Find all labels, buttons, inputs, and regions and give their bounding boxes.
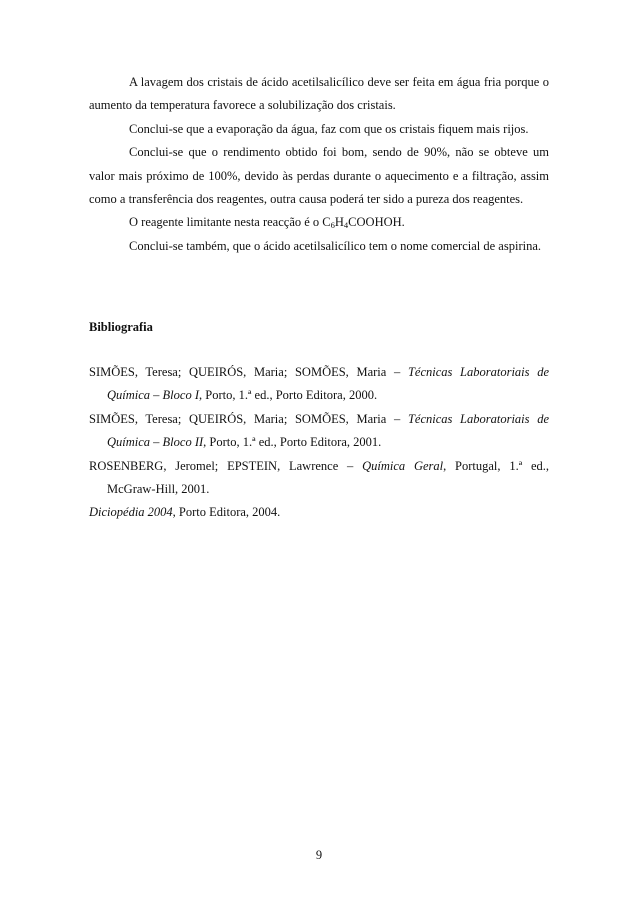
reference-authors: SIMÕES, Teresa; QUEIRÓS, Maria; SOMÕES, Maria – (89, 365, 408, 379)
reference-item (89, 455, 549, 502)
conclusion-section (89, 71, 549, 258)
reference-item (89, 408, 549, 455)
reference-item (89, 501, 549, 524)
reference-authors: SIMÕES, Teresa; QUEIRÓS, Maria; SOMÕES, Maria – (89, 411, 408, 426)
paragraph-yield: Conclui-se que o rendimento obtido foi bom, sendo de 90%, não se obteve um valor mais próximo de 100%, devido às perdas durante o aquecimento e a filtração, assim como a transferência dos reagentes, outra causa poderá ter sido a pureza dos reagentes. (89, 145, 549, 207)
reference-title: Diciopédia 2004 (89, 505, 173, 520)
reagent-subscript-h: 4 (343, 220, 349, 231)
reference-title: Técnicas Laboratoriais de Química – Bloco I (107, 365, 549, 403)
paragraph-washing: A lavagem dos cristais de ácido acetilsalicílico deve ser feita em água fria porque o aumento da temperatura favorece a solubilização dos cristais. (89, 75, 549, 113)
reagent-subscript-c: 6 (330, 220, 335, 231)
reference-item (89, 361, 549, 408)
reference-details: , Porto, 1.ª ed., Porto Editora, 2001. (203, 435, 382, 450)
paragraph-evaporation: Conclui-se que a evaporação da água, faz com que os cristais fiquem mais rijos. (129, 121, 529, 136)
reagent-prefix: O reagente limitante nesta reacção é o C (129, 215, 331, 230)
reference-authors: ROSENBERG, Jeromel; EPSTEIN, Lawrence – (89, 458, 363, 473)
paragraph-aspirin: Conclui-se também, que o ácido acetilsalicílico tem o nome comercial de aspirina. (129, 238, 542, 253)
reagent-suffix: COOHOH. (348, 215, 405, 230)
reference-details: , Portugal, 1.ª ed., McGraw-Hill, 2001. (107, 458, 549, 497)
reference-title: Química Geral (362, 458, 444, 473)
reference-details: , Porto Editora, 2004. (172, 505, 281, 520)
paragraph-limiting-reagent (89, 211, 549, 234)
bibliography-list (89, 361, 549, 525)
page-number: 9 (315, 848, 323, 862)
reference-title: Técnicas Laboratoriais de Química – Bloco II (107, 411, 549, 450)
reagent-mid: H (334, 215, 344, 230)
reference-details: , Porto, 1.ª ed., Porto Editora, 2000. (199, 388, 378, 403)
bibliography-heading: Bibliografia (89, 320, 153, 334)
